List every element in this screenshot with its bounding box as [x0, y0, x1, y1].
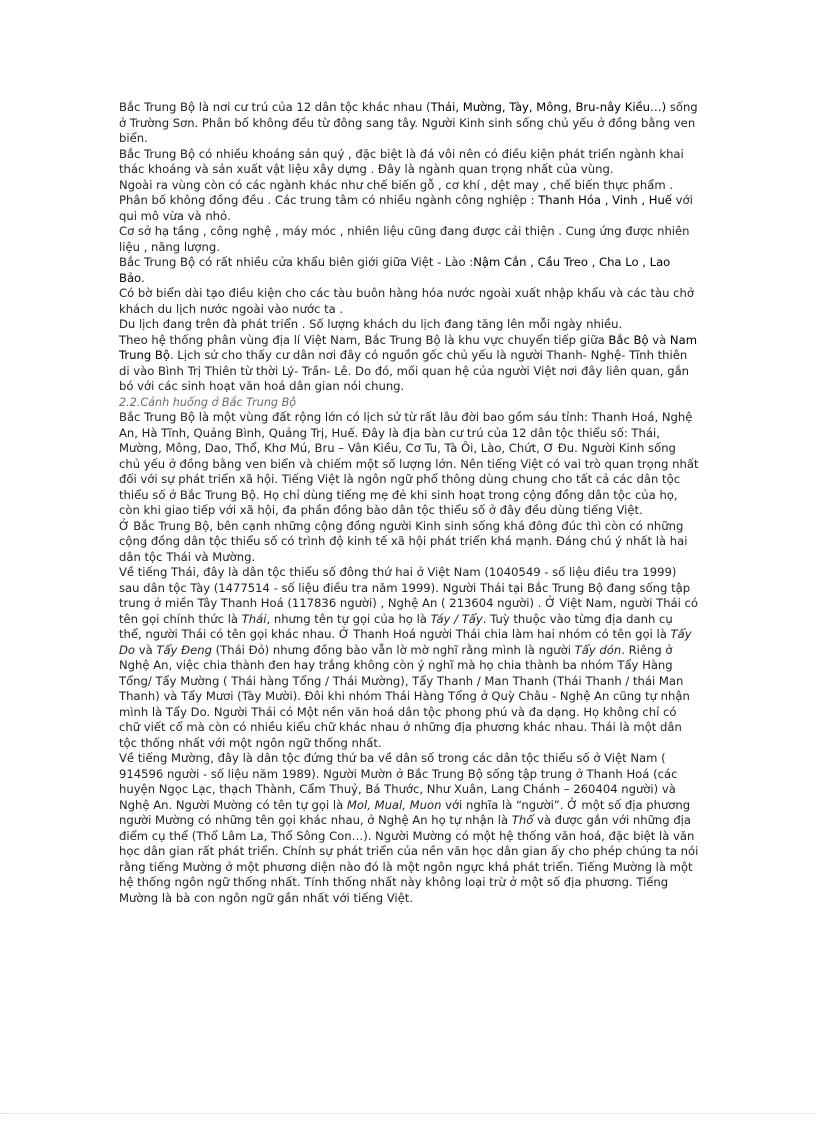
text: với qui mô vừa và nhỏ. [119, 193, 693, 223]
italic-term: Táy / Tẩy [430, 611, 483, 626]
paragraph-regional-history [119, 333, 699, 395]
section-heading: 2.2.Cảnh huống ở Bắc Trung Bộ [119, 395, 297, 409]
text: . Tuỳ thuộc vào từng địa danh cụ thể, người Thái có tên gọi khác nhau. Ở Thanh Hoá người Thái chia làm hai nhóm có tên gọi là [119, 611, 673, 641]
italic-term: Tẩy Do [119, 627, 692, 657]
italic-term: Thái [241, 611, 267, 626]
text: (Thái Đỏ) nhưng đồng bào vẫn lờ mờ nghĩ rằng mình là người [211, 642, 575, 657]
text: sống ở Trường Sơn. Phân bố không đều từ đông sang tây. Người Kinh sinh sống chủ yếu ở đồng bằng ven biển. [119, 100, 698, 145]
paragraph-overview: Bắc Trung Bộ là một vùng đất rộng lớn có lịch sử từ rất lâu đời bao gồm sáu tỉnh: Thanh Hoá, Nghệ An, Hà Tĩnh, Quảng Bình, Quảng Trị, Huế. Đây là địa bàn cư trú của 12 dân tộc thiểu số: Thái, Mường, Mông, Dao, Thổ, Khơ Mú, Bru – Vân Kiều, Cơ Tu, Tà Ôi, Lào, Chứt, Ơ Đu. Người Kinh sống chủ yếu ở đồng bằng ven biển và chiếm một số lượng lớn. Nên tiếng Việt có vai trò quan trọng nhất đối với sự phát triển xã hội. Tiếng Việt là ngôn ngữ phổ thông dùng chung cho tất cả các dân tộc thiểu số ở Bắc Trung Bộ. Họ chỉ dùng tiếng mẹ đẻ khi sinh hoạt trong cộng đồng dân tộc của họ, còn khi giao tiếp với xã hội, đa phần đồng bào dân tộc thiểu số ở đây đều dùng tiếng Việt. [119, 410, 699, 517]
text: Về tiếng Thái, đây là dân tộc thiểu số đông thứ hai ở Việt Nam (1040549 - số liệu điều tra 1999) sau dân tộc Tày (1477514 - số liệu điều tra năm 1999). Người Thái tại Bắc Trung Bộ đang sống tập trung ở miền Tây Thanh Hoá (117836 người) , Nghệ An ( 213604 người) . Ở Việt Nam, người Thái có tên gọi chính thức là [119, 565, 699, 626]
paragraph-muong-language [119, 751, 699, 906]
industry-centers: Thanh Hóa , Vinh , Huế [538, 193, 672, 207]
page-bottom-divider [0, 1113, 816, 1114]
paragraph-tourism: Du lịch đang trên đà phát triển . Số lượng khách du lịch đang tăng lên mỗi ngày nhiều. [119, 317, 623, 331]
text: và được gắn với những địa điểm cụ thể (Thổ Lâm La, Thổ Sông Con…). Người Mường có một hệ thống văn hoá, đặc biệt là văn học dân gian rất phát triển. Chính sự phát triển của nền văn học dân gian ấy cho phép chúng ta nói rằng tiếng Mường ở một phương diện nào đó là một ngôn ngực khá phát triển. Tiếng Mường là một hệ thống ngôn ngữ thống nhất. Tính thống nhất này không loại trừ ở một số địa phương. Tiếng Mường là bà con ngôn ngữ gần nhất với tiếng Việt. [119, 813, 699, 905]
text: và [648, 332, 670, 347]
text: với nghĩa là “người”. Ở một số địa phương người Mường có những tên gọi khác nhau, ở Nghệ An họ tự nhận là [119, 797, 691, 827]
italic-term: Tẩy Đeng [156, 642, 212, 657]
paragraph-infrastructure: Cơ sở hạ tầng , công nghệ , máy móc , nhiên liệu cũng đang được cải thiện . Cung ứng được nhiên liệu , năng lượng. [119, 224, 690, 254]
text: Ngoài ra vùng còn có các ngành khác như chế biến gỗ , cơ khí , dệt may , chế biến thực phẩm . Phân bố không đồng đều . Các trung tâm có nhiều ngành công nghiệp : [119, 177, 674, 207]
text: Theo hệ thống phân vùng địa lí Việt Nam, Bắc Trung Bộ là khu vực chuyển tiếp giữa [119, 332, 609, 347]
paragraph-industries [119, 178, 699, 225]
italic-term: Thổ [511, 813, 534, 827]
border-gate-list: Nậm Cắn , Cầu Treo , Cha Lo , Lao Bảo. [119, 255, 671, 285]
paragraph-border-gates [119, 255, 699, 286]
document-body [119, 100, 699, 906]
paragraph-thai-language [119, 565, 699, 751]
italic-term: Tẩy dón [574, 642, 622, 657]
region-name: Nam Trung Bộ [119, 332, 697, 362]
region-name: Bắc Bộ [608, 332, 649, 347]
text: . Lịch sử cho thấy cư dân nơi đây có nguồn gốc chủ yếu là người Thanh- Nghệ- Tĩnh thiên di vào Bình Trị Thiên từ thời Lý- Trần- Lê. Do đó, mối quan hệ của người Việt nơi đây liên quan, gắn bó với các sinh hoạt văn hoá dân gian nói chung. [119, 348, 690, 393]
text: Bắc Trung Bộ có rất nhiều cửa khẩu biên giới giữa Việt - Lào : [119, 255, 474, 269]
ethnic-list: Thái, Mường, Tày, Mông, Bru-nây Kiều…) [430, 100, 667, 114]
text: Về tiếng Mường, đây là dân tộc đứng thứ ba về dân số trong các dân tộc thiểu số ở Việt Nam ( 914596 người - số liệu năm 1989). Người Mườn ở Bắc Trung Bộ sống tập trung ở Thanh Hoá (các huyện Ngọc Lạc, thạch Thành, Cẩm Thuỷ, Bá Thước, Như Xuân, Lang Chánh – 260404 người) và Nghệ An. Người Mường có tên tự gọi là [119, 751, 678, 812]
paragraph-minerals: Bắc Trung Bộ có nhiều khoáng sản quý , đặc biệt là đá vôi nên có điều kiện phát triển ngành khai thác khoáng và sản xuất vật liệu xây dựng . Đây là ngành quan trọng nhất của vùng. [119, 146, 684, 176]
paragraph-communities: Ở Bắc Trung Bộ, bên cạnh những cộng đồng người Kinh sinh sống khá đông đúc thì còn có những cộng đồng dân tộc thiểu số có trình độ kinh tế xã hội phát triển khá mạnh. Đáng chú ý nhất là hai dân tộc Thái và Mường. [119, 518, 688, 564]
text: và [135, 642, 157, 657]
text: , nhưng tên tự gọi của họ là [266, 611, 431, 626]
text: Bắc Trung Bộ là nơi cư trú của 12 dân tộc khác nhau ( [119, 100, 431, 114]
paragraph-coastline: Có bờ biển dài tạo điều kiện cho các tàu buôn hàng hóa nước ngoài xuất nhập khẩu và các tàu chở khách du lịch nước ngoài vào nước ta . [119, 286, 694, 316]
text: . Riêng ở Nghệ An, việc chia thành đen hay trắng không còn ý nghĩ mà họ chia thành ba nhóm Tẩy Hàng Tổng/ Tẩy Mường ( Thái hàng Tổng / Thái Mường), Tẩy Thanh / Man Thanh (Thái Thanh / thái Man Thanh) và Tẩy Mươi (Tày Mười). Đôi khi nhóm Thái Hàng Tổng ở Quỳ Châu - Nghệ An cũng tự nhận mình là Tẩy Do. Người Thái có Một nền văn hoá dân tộc phong phú và đa dạng. Họ không chỉ có chữ viết cổ mà còn có nhiều kiểu chữ khác nhau ở những địa phương khác nhau. Thái là một dân tộc thống nhất với một ngôn ngữ thống nhất. [119, 642, 690, 750]
paragraph-ethnic-groups [119, 100, 699, 147]
italic-term: Mol, Mual, Muon [346, 797, 442, 812]
